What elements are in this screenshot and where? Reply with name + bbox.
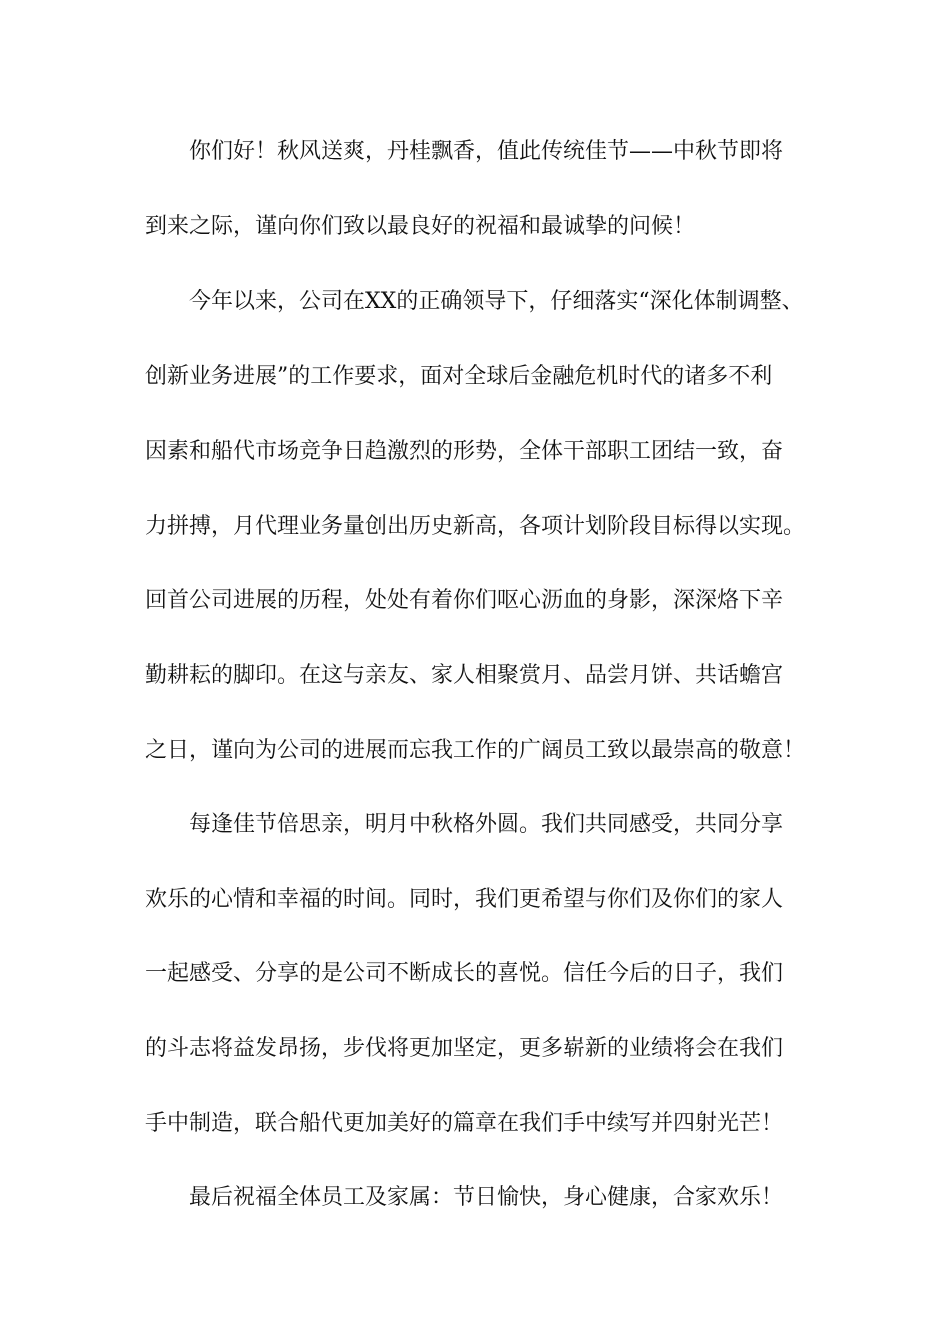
- paragraph-3-line-4: 的斗志将益发昂扬，步伐将更加坚定，更多崭新的业绩将会在我们: [145, 1036, 784, 1061]
- paragraph-2-line-2: 创新业务进展”的工作要求，面对全球后金融危机时代的诸多不利: [145, 364, 773, 389]
- paragraph-3-line-5: 手中制造，联合船代更加美好的篇章在我们手中续写并四射光芒！: [145, 1111, 784, 1136]
- paragraph-2-line-5: 回首公司进展的历程，处处有着你们呕心沥血的身影，深深烙下辛: [145, 588, 784, 613]
- paragraph-3-line-3: 一起感受、分享的是公司不断成长的喜悦。信任今后的日子，我们: [145, 961, 784, 986]
- paragraph-2-line-1: 今年以来，公司在XX的正确领导下，仔细落实“深化体制调整、: [189, 289, 804, 314]
- paragraph-2-line-4: 力拼搏，月代理业务量创出历史新高，各项计划阶段目标得以实现。: [145, 514, 806, 539]
- paragraph-1-line-2: 到来之际，谨向你们致以最良好的祝福和最诚挚的问候！: [145, 214, 696, 239]
- paragraph-2-line-7: 之日，谨向为公司的进展而忘我工作的广阔员工致以最崇高的敬意！: [145, 738, 806, 763]
- paragraph-2-line-3: 因素和船代市场竞争日趋激烈的形势，全体干部职工团结一致，奋: [145, 439, 784, 464]
- paragraph-3-line-1: 每逢佳节倍思亲，明月中秋格外圆。我们共同感受，共同分享: [189, 812, 784, 837]
- paragraph-4-line-1: 最后祝福全体员工及家属：节日愉快，身心健康，合家欢乐！: [189, 1185, 784, 1210]
- paragraph-3-line-2: 欢乐的心情和幸福的时间。同时，我们更希望与你们及你们的家人: [145, 887, 784, 912]
- paragraph-2-line-6: 勤耕耘的脚印。在这与亲友、家人相聚赏月、品尝月饼、共话蟾宫: [145, 663, 784, 688]
- paragraph-1-line-1: 你们好！秋风送爽，丹桂飘香，值此传统佳节——中秋节即将: [189, 139, 784, 164]
